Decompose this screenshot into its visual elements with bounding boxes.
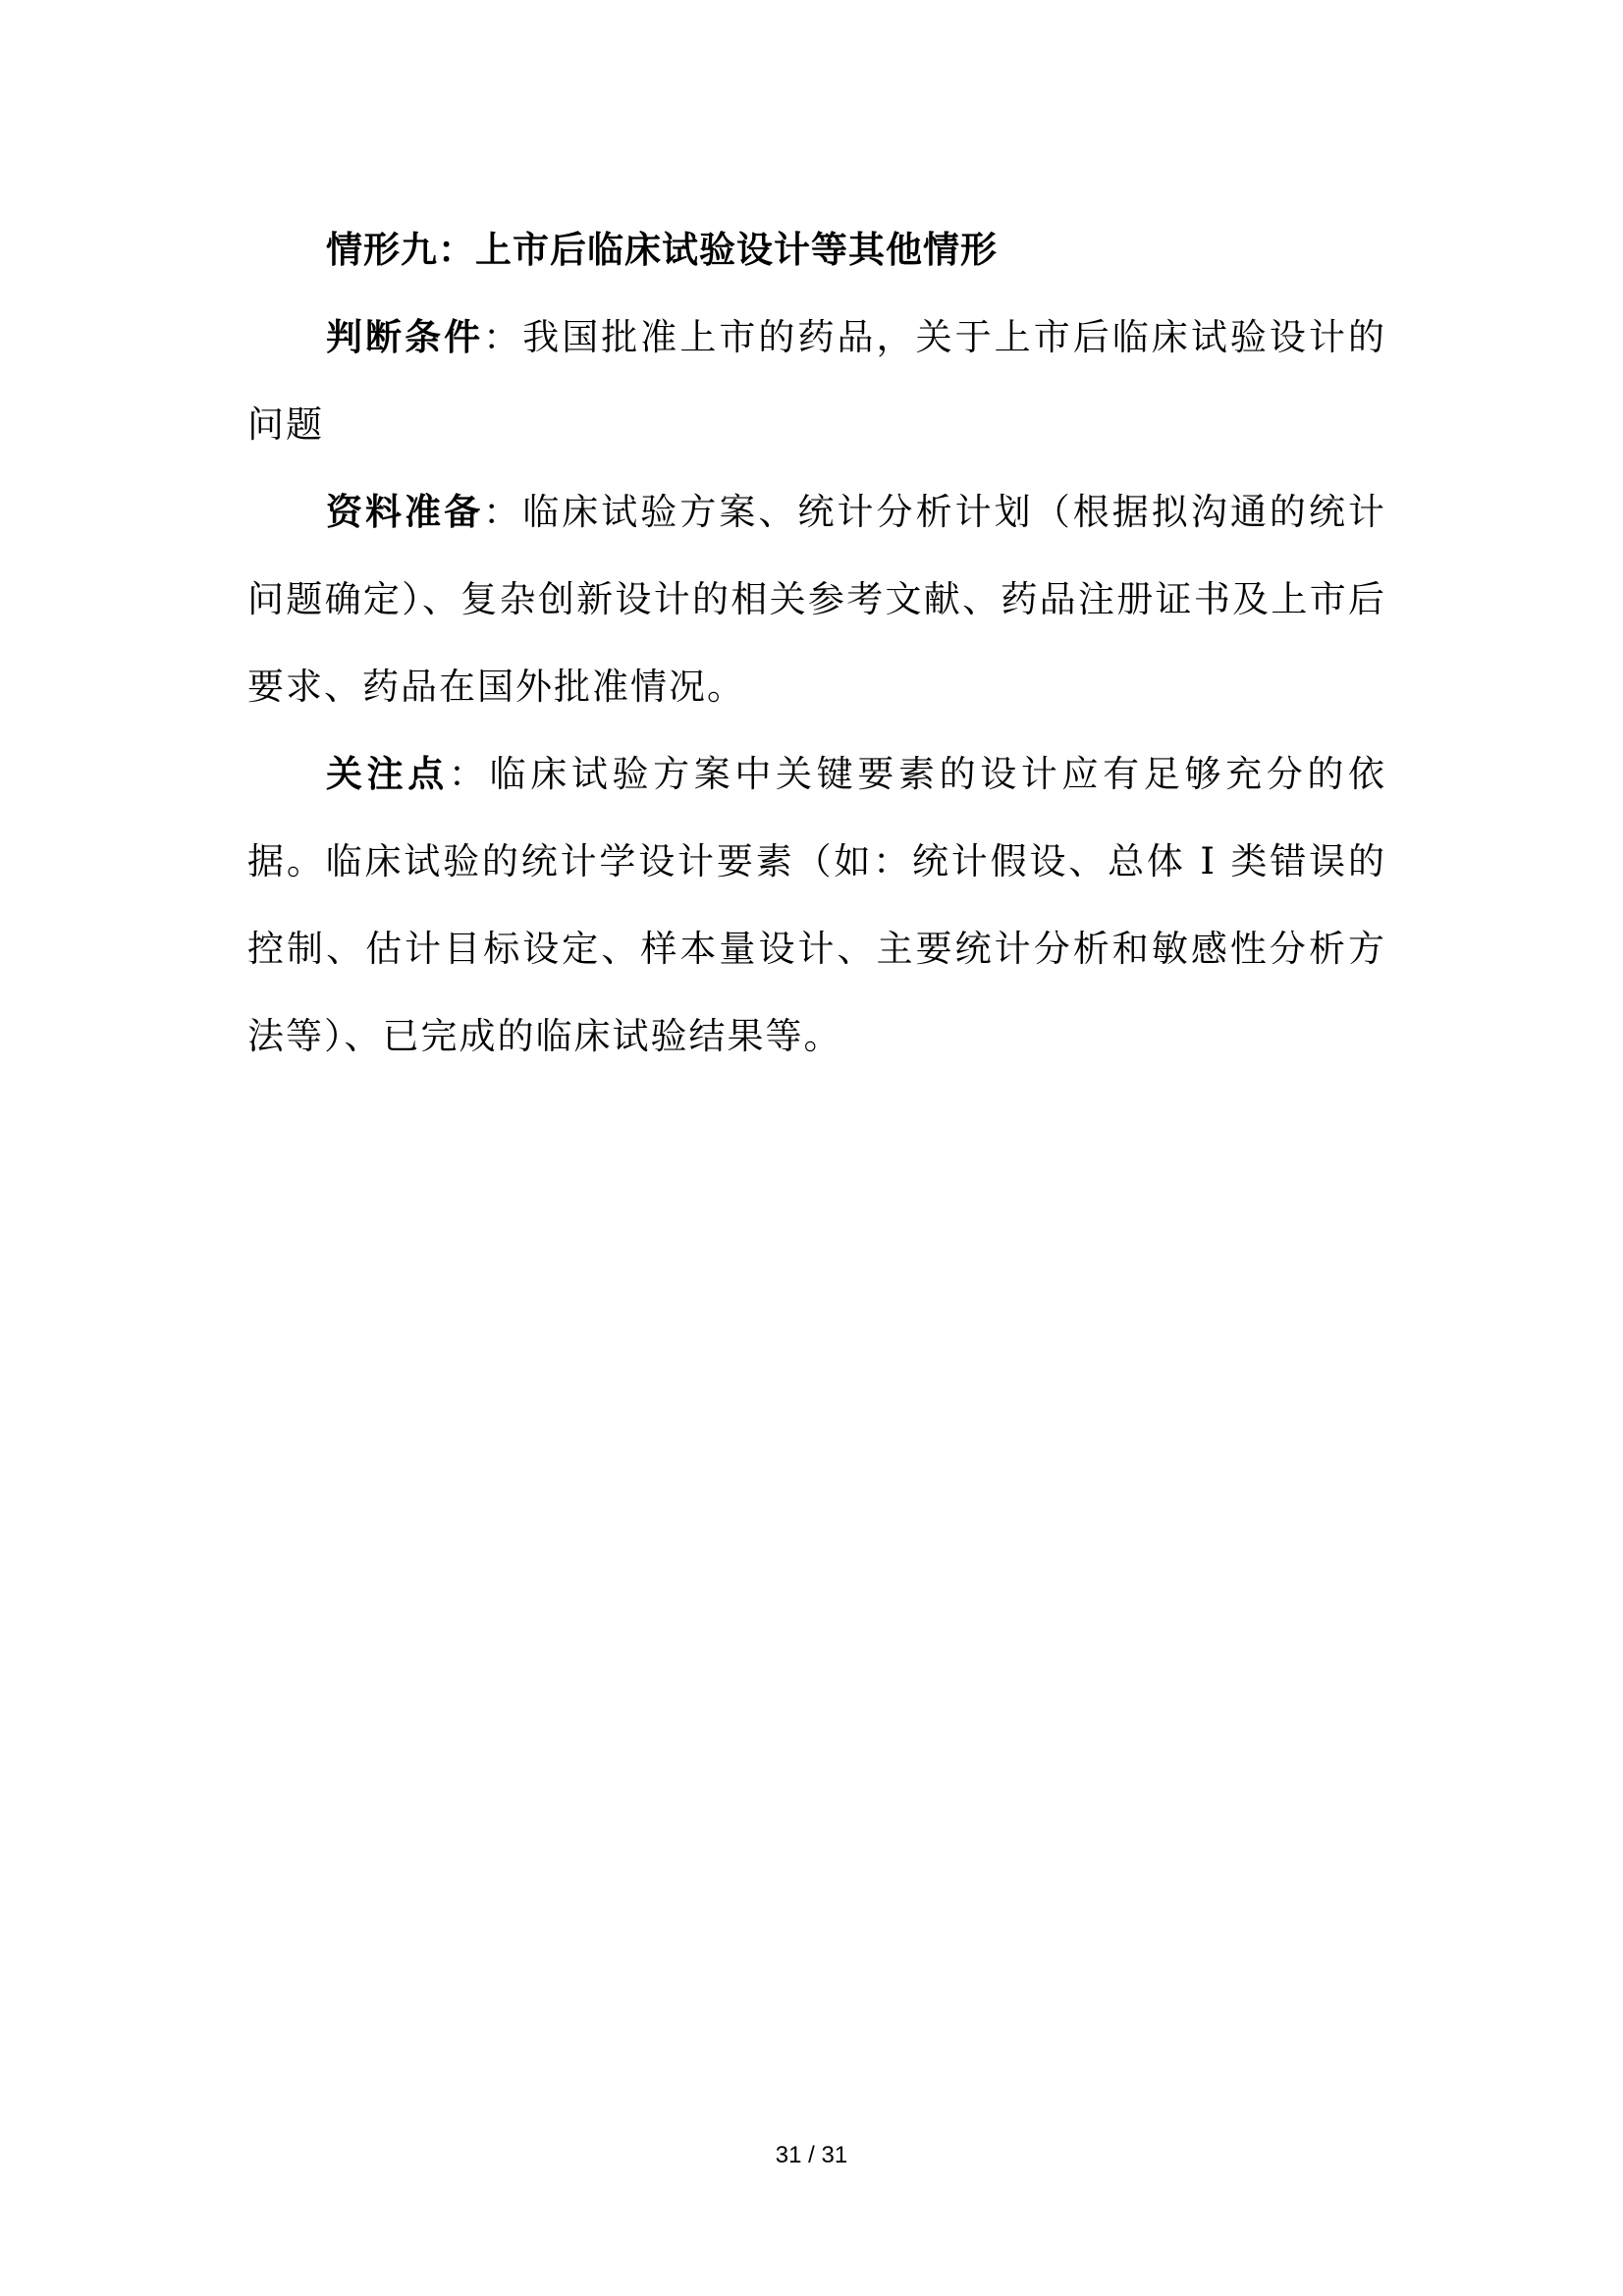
- paragraph-label: 判断条件: [326, 316, 484, 358]
- paragraph-text: ：临床试验方案中关键要素的设计应有足够充分的依据。临床试验的统计学设计要素（如：统计假设、总体 I 类错误的控制、估计目标设定、样本量设计、主要统计分析和敏感性分析方法等）、已完成的临床试验结果等。: [247, 753, 1387, 1057]
- section-heading: 情形九：上市后临床试验设计等其他情形: [326, 229, 998, 271]
- paragraph-text: ：我国批准上市的药品，关于上市后临床试验设计的问题: [247, 316, 1387, 446]
- page-number: 31 / 31: [775, 2142, 848, 2168]
- paragraph-focus-points: [247, 730, 1386, 1080]
- paragraph-judgment-conditions: [247, 294, 1386, 468]
- paragraph-label: 资料准备: [326, 491, 484, 533]
- paragraph-text: ：临床试验方案、统计分析计划（根据拟沟通的统计问题确定）、复杂创新设计的相关参考文献、药品注册证书及上市后要求、药品在国外批准情况。: [247, 491, 1387, 708]
- paragraph-materials-preparation: [247, 468, 1386, 730]
- paragraph-label: 关注点: [326, 753, 449, 795]
- document-body: [247, 206, 1386, 1080]
